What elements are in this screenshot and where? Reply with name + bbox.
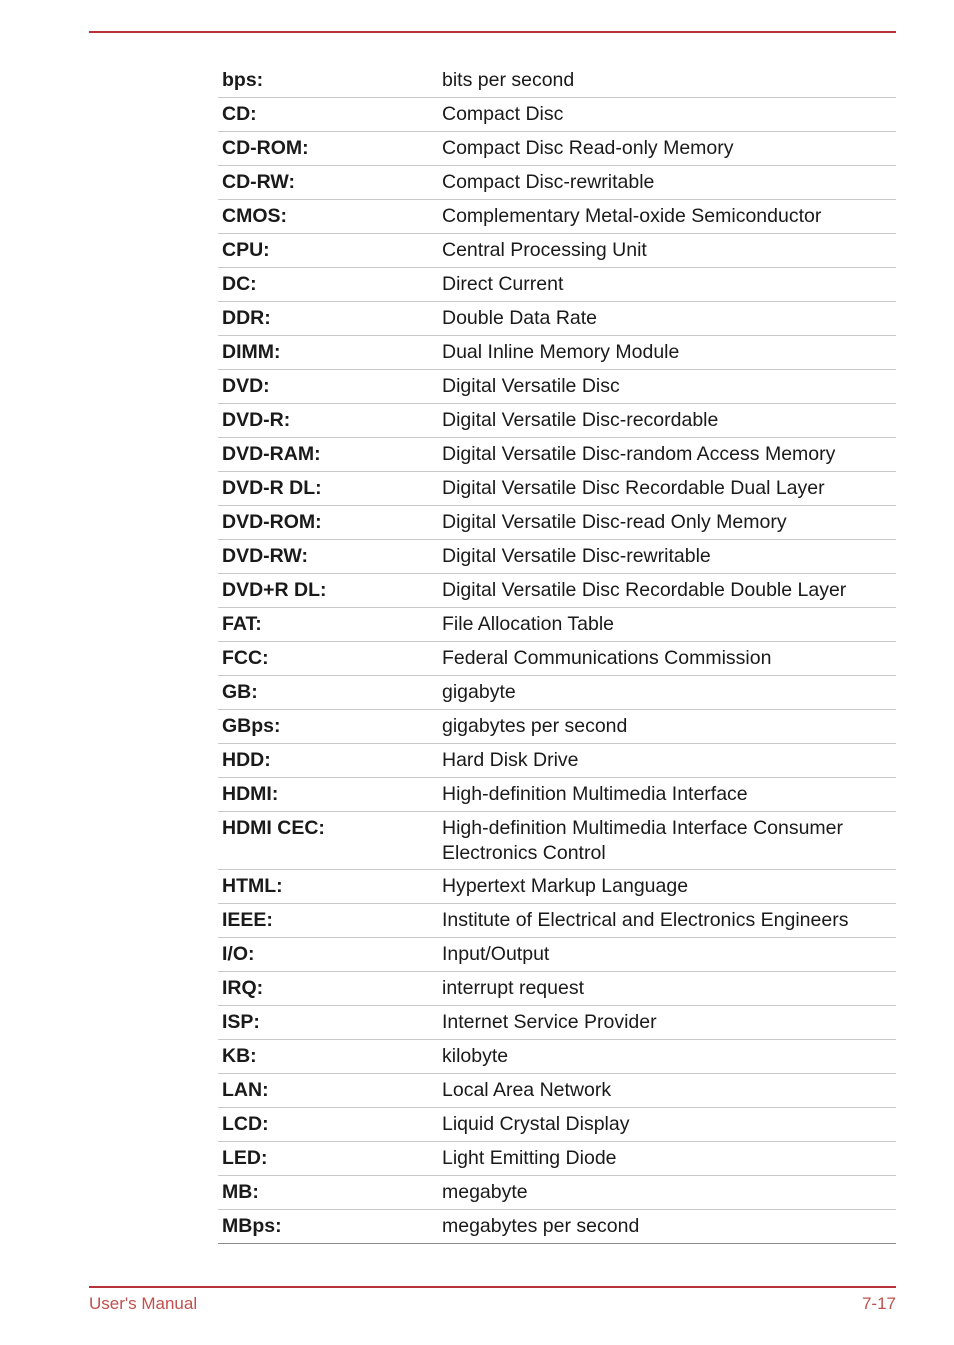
glossary-term: HDD: bbox=[222, 749, 271, 771]
glossary-row bbox=[218, 812, 896, 870]
glossary-definition: Dual Inline Memory Module bbox=[442, 341, 680, 363]
glossary-row bbox=[218, 540, 896, 574]
footer-manual-title: User's Manual bbox=[89, 1294, 198, 1313]
glossary-term: CD: bbox=[222, 103, 257, 125]
glossary-term: DVD-R DL: bbox=[222, 477, 322, 499]
glossary-definition: Complementary Metal-oxide Semiconductor bbox=[442, 205, 822, 227]
glossary-definition: Federal Communications Commission bbox=[442, 647, 772, 669]
glossary-row bbox=[218, 336, 896, 370]
glossary-term: bps: bbox=[222, 69, 264, 91]
glossary-term: CPU: bbox=[222, 239, 270, 261]
glossary-row bbox=[218, 710, 896, 744]
glossary-definition: High-definition Multimedia Interface bbox=[442, 783, 748, 805]
glossary-definition: Double Data Rate bbox=[442, 307, 598, 329]
glossary-row bbox=[218, 1210, 896, 1244]
glossary-row bbox=[218, 234, 896, 268]
glossary-definition: megabyte bbox=[442, 1181, 528, 1203]
glossary-definition: Digital Versatile Disc-rewritable bbox=[442, 545, 711, 567]
glossary-row bbox=[218, 642, 896, 676]
glossary-term: GB: bbox=[222, 681, 258, 703]
glossary-definition: gigabyte bbox=[442, 681, 516, 703]
glossary-term: HDMI: bbox=[222, 783, 279, 805]
glossary-definition: Light Emitting Diode bbox=[442, 1147, 617, 1169]
glossary-term: LCD: bbox=[222, 1113, 269, 1135]
glossary-row bbox=[218, 132, 896, 166]
glossary-definition: Digital Versatile Disc bbox=[442, 375, 620, 397]
glossary-term: DVD-RAM: bbox=[222, 443, 321, 465]
glossary-definition: Digital Versatile Disc Recordable Dual Layer bbox=[442, 477, 825, 499]
glossary-term: IRQ: bbox=[222, 977, 264, 999]
glossary-row bbox=[218, 404, 896, 438]
glossary-term: DVD+R DL: bbox=[222, 579, 327, 601]
glossary-row bbox=[218, 574, 896, 608]
glossary-row bbox=[218, 438, 896, 472]
glossary-term: LED: bbox=[222, 1147, 268, 1169]
glossary-term: MBps: bbox=[222, 1215, 282, 1237]
glossary-term: DVD-RW: bbox=[222, 545, 308, 567]
glossary-row bbox=[218, 1006, 896, 1040]
glossary-definition: bits per second bbox=[442, 69, 575, 91]
glossary-definition: Hypertext Markup Language bbox=[442, 875, 689, 897]
glossary-row bbox=[218, 1074, 896, 1108]
glossary-term: GBps: bbox=[222, 715, 281, 737]
glossary-term: HDMI CEC: bbox=[222, 817, 325, 839]
glossary-definition: kilobyte bbox=[442, 1045, 509, 1067]
glossary-definition: File Allocation Table bbox=[442, 613, 614, 635]
footer-rule bbox=[89, 1286, 896, 1288]
glossary-table bbox=[218, 64, 896, 1244]
glossary-definition: Compact Disc Read-only Memory bbox=[442, 137, 734, 159]
glossary-row bbox=[218, 472, 896, 506]
glossary-term: IEEE: bbox=[222, 909, 273, 931]
glossary-row bbox=[218, 904, 896, 938]
glossary-definition: gigabytes per second bbox=[442, 715, 628, 737]
glossary-term: CD-ROM: bbox=[222, 137, 309, 159]
glossary-term: DDR: bbox=[222, 307, 271, 329]
glossary-term: LAN: bbox=[222, 1079, 269, 1101]
glossary-definition: Digital Versatile Disc Recordable Double Layer bbox=[442, 579, 847, 601]
glossary-term: DVD-ROM: bbox=[222, 511, 322, 533]
glossary-definition: Input/Output bbox=[442, 943, 550, 965]
glossary-row bbox=[218, 506, 896, 540]
glossary-definition: Digital Versatile Disc-random Access Memory bbox=[442, 443, 836, 465]
glossary-term: KB: bbox=[222, 1045, 257, 1067]
glossary-term: DVD-R: bbox=[222, 409, 291, 431]
glossary-definition: Digital Versatile Disc-recordable bbox=[442, 409, 719, 431]
glossary-row bbox=[218, 1142, 896, 1176]
glossary-row bbox=[218, 370, 896, 404]
glossary-row bbox=[218, 64, 896, 98]
glossary-term: I/O: bbox=[222, 943, 255, 965]
glossary-definition: megabytes per second bbox=[442, 1215, 640, 1237]
glossary-row bbox=[218, 98, 896, 132]
glossary-term: HTML: bbox=[222, 875, 283, 897]
glossary-row bbox=[218, 676, 896, 710]
glossary-term: ISP: bbox=[222, 1011, 260, 1033]
glossary-definition: Internet Service Provider bbox=[442, 1011, 657, 1033]
glossary-row bbox=[218, 744, 896, 778]
glossary-definition: Digital Versatile Disc-read Only Memory bbox=[442, 511, 787, 533]
glossary-definition: Direct Current bbox=[442, 273, 564, 295]
glossary-row bbox=[218, 268, 896, 302]
glossary-term: FAT: bbox=[222, 613, 262, 635]
glossary-term: CD-RW: bbox=[222, 171, 295, 193]
glossary-term: MB: bbox=[222, 1181, 259, 1203]
glossary-definition: Central Processing Unit bbox=[442, 239, 647, 261]
glossary-definition: Hard Disk Drive bbox=[442, 749, 579, 771]
glossary-term: DVD: bbox=[222, 375, 270, 397]
glossary-row bbox=[218, 166, 896, 200]
glossary-row bbox=[218, 608, 896, 642]
glossary-definition: Compact Disc bbox=[442, 103, 564, 125]
glossary-definition: Liquid Crystal Display bbox=[442, 1113, 630, 1135]
glossary-definition: High-definition Multimedia Interface Consumer Electronics Control bbox=[442, 817, 844, 864]
header-rule bbox=[89, 31, 896, 33]
footer-page-number: 7-17 bbox=[861, 1294, 896, 1313]
glossary-term: FCC: bbox=[222, 647, 269, 669]
glossary-definition: Local Area Network bbox=[442, 1079, 612, 1101]
glossary-definition: interrupt request bbox=[442, 977, 584, 999]
glossary-row bbox=[218, 200, 896, 234]
glossary-row bbox=[218, 972, 896, 1006]
glossary-term: DIMM: bbox=[222, 341, 281, 363]
glossary-row bbox=[218, 1040, 896, 1074]
glossary-row bbox=[218, 302, 896, 336]
glossary-row bbox=[218, 778, 896, 812]
glossary-definition: Compact Disc-rewritable bbox=[442, 171, 655, 193]
glossary-definition: Institute of Electrical and Electronics Engineers bbox=[442, 909, 849, 931]
glossary-row bbox=[218, 1176, 896, 1210]
glossary-term: DC: bbox=[222, 273, 257, 295]
glossary-row bbox=[218, 1108, 896, 1142]
glossary-row bbox=[218, 938, 896, 972]
glossary-term: CMOS: bbox=[222, 205, 287, 227]
glossary-row bbox=[218, 870, 896, 904]
